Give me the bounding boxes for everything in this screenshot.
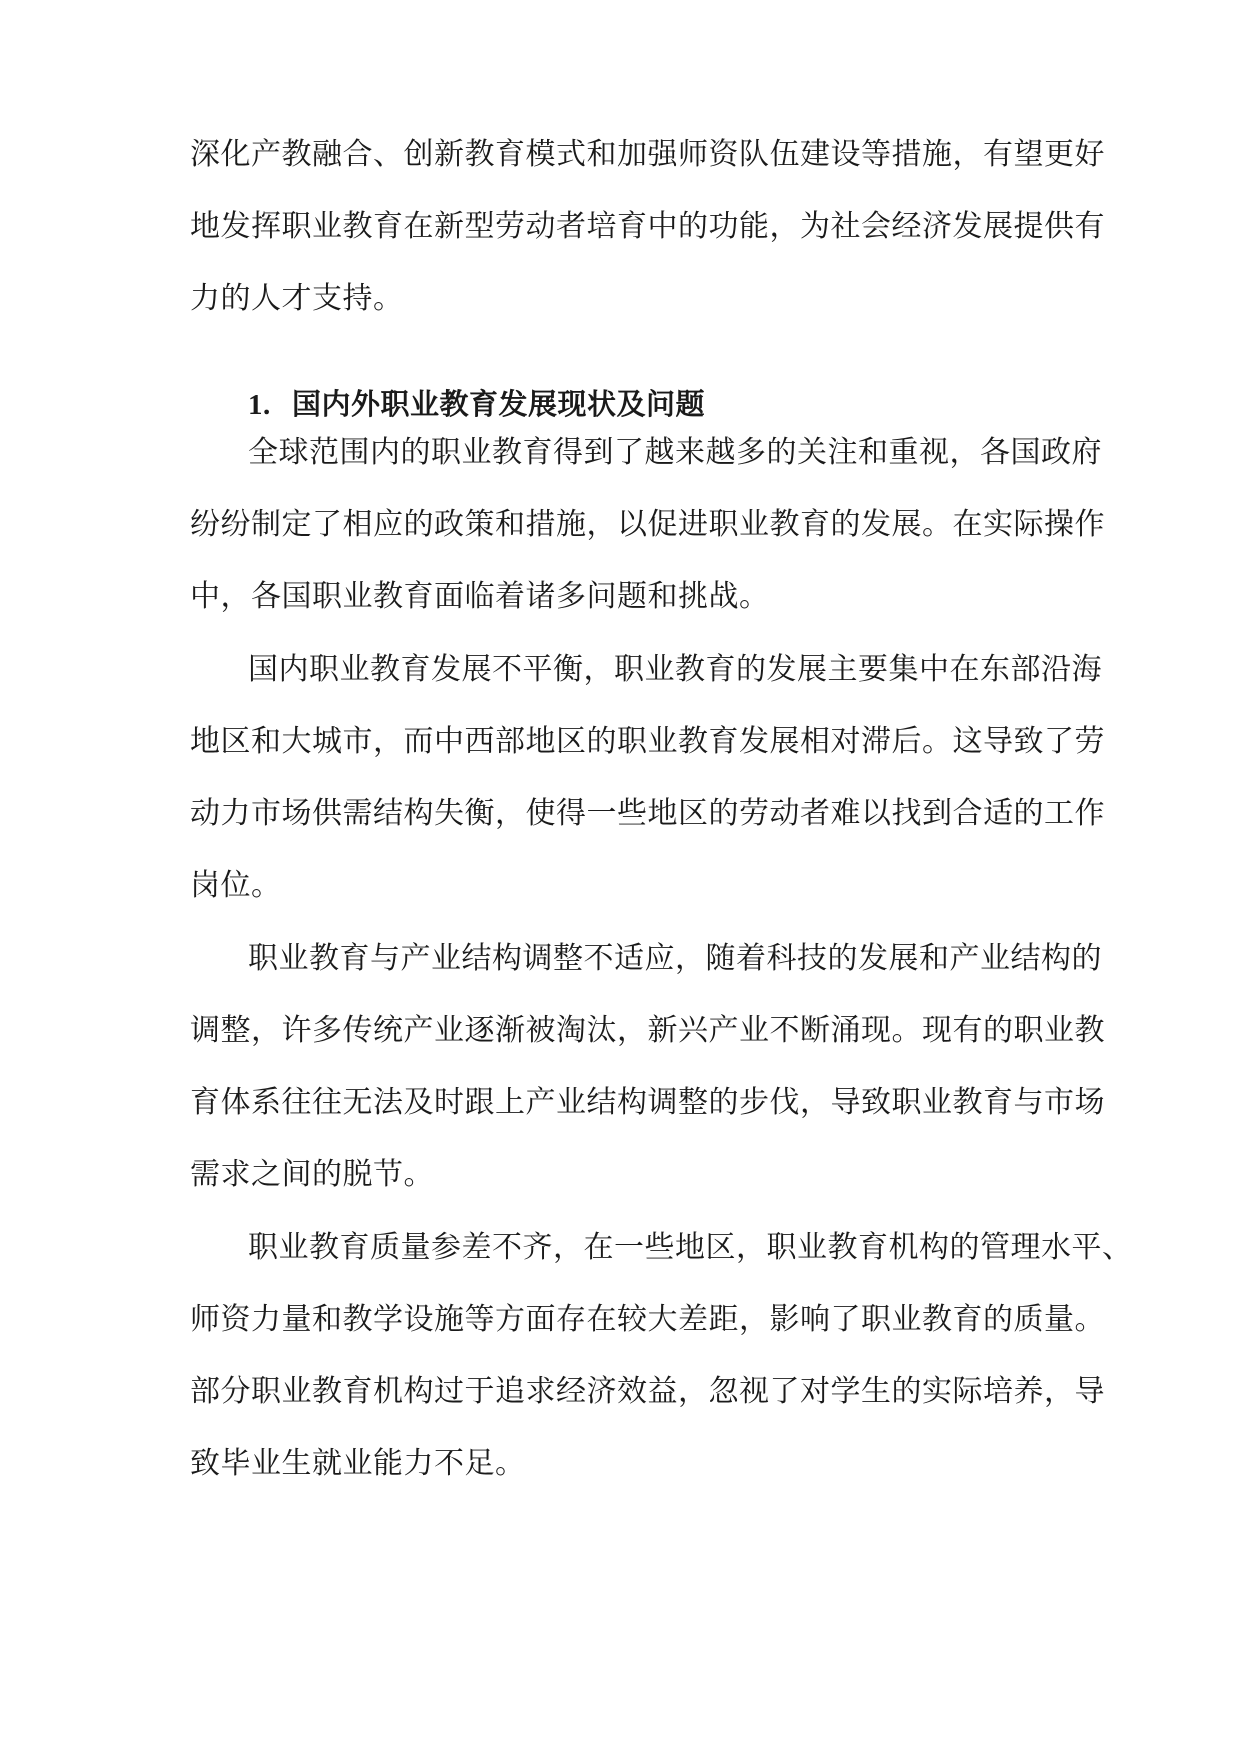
paragraph-line: 职业教育与产业结构调整不适应，随着科技的发展和产业结构的 bbox=[248, 941, 1102, 976]
paragraph-line: 纷纷制定了相应的政策和措施，以促进职业教育的发展。在实际操作 bbox=[190, 507, 1105, 542]
section-heading bbox=[248, 384, 705, 425]
paragraph-line: 需求之间的脱节。 bbox=[190, 1157, 434, 1192]
paragraph-line: 致毕业生就业能力不足。 bbox=[190, 1446, 526, 1481]
paragraph-line: 中，各国职业教育面临着诸多问题和挑战。 bbox=[190, 579, 770, 614]
paragraph-line: 岗位。 bbox=[190, 868, 282, 903]
section-number: 1. bbox=[248, 389, 271, 421]
paragraph-line: 师资力量和教学设施等方面存在较大差距，影响了职业教育的质量。 bbox=[190, 1302, 1105, 1337]
paragraph-line: 力的人才支持。 bbox=[190, 281, 404, 316]
paragraph-line: 深化产教融合、创新教育模式和加强师资队伍建设等措施，有望更好 bbox=[190, 137, 1105, 172]
paragraph-line: 地区和大城市，而中西部地区的职业教育发展相对滞后。这导致了劳 bbox=[190, 724, 1105, 759]
paragraph-line: 育体系往往无法及时跟上产业结构调整的步伐，导致职业教育与市场 bbox=[190, 1085, 1105, 1120]
paragraph-line: 全球范围内的职业教育得到了越来越多的关注和重视，各国政府 bbox=[248, 435, 1102, 470]
paragraph-line: 部分职业教育机构过于追求经济效益，忽视了对学生的实际培养，导 bbox=[190, 1374, 1105, 1409]
section-title: 国内外职业教育发展现状及问题 bbox=[292, 387, 706, 421]
paragraph-line: 国内职业教育发展不平衡，职业教育的发展主要集中在东部沿海 bbox=[248, 652, 1102, 687]
paragraph-line: 职业教育质量参差不齐，在一些地区，职业教育机构的管理水平、 bbox=[248, 1230, 1133, 1265]
paragraph-line: 调整，许多传统产业逐渐被淘汰，新兴产业不断涌现。现有的职业教 bbox=[190, 1013, 1105, 1048]
paragraph-line: 地发挥职业教育在新型劳动者培育中的功能，为社会经济发展提供有 bbox=[190, 209, 1105, 244]
paragraph-line: 动力市场供需结构失衡，使得一些地区的劳动者难以找到合适的工作 bbox=[190, 796, 1105, 831]
